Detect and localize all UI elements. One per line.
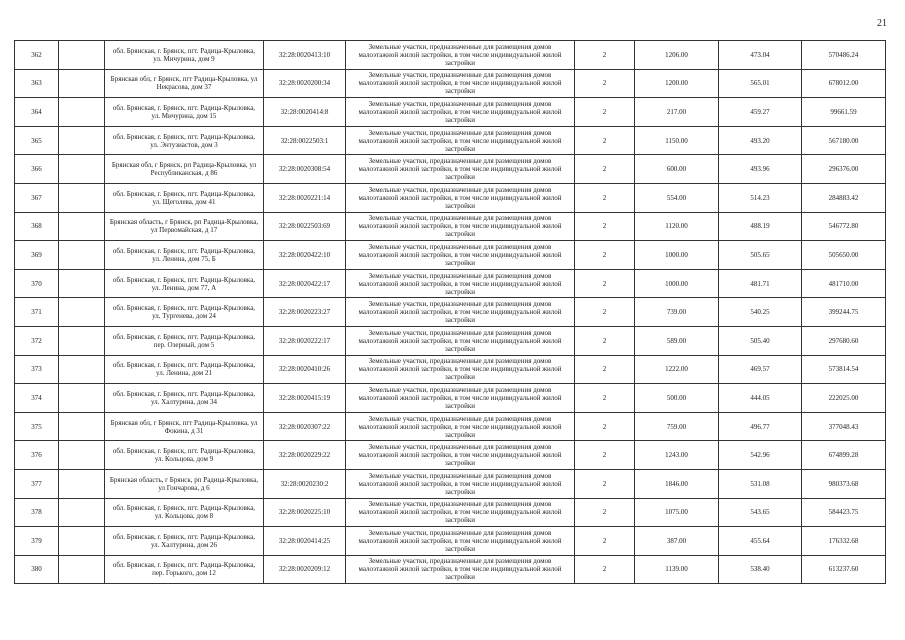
permitted-use-cell: Земельные участки, предназначенные для размещения домов малоэтажной жилой застройки, в том числе индивидуальной жилой застройки [346,41,575,70]
row-number-cell: 374 [15,384,59,413]
empty-cell [59,384,105,413]
address-cell: обл. Брянская, г. Брянск, пгт. Радица-Крыловка, ул. Ленина, дом 21 [105,355,264,384]
area-cell: 1206.00 [635,41,719,70]
address-cell: Брянская обл, г Брянск, пгт Радица-Крыловка, ул Некрасова, дом 37 [105,69,264,98]
specific-value-cell: 493.20 [719,126,802,155]
address-cell: обл. Брянская, г. Брянск, пгт. Радица-Крыловка, пер. Горького, дом 12 [105,555,264,584]
specific-value-cell: 538.40 [719,555,802,584]
permitted-use-cell: Земельные участки, предназначенные для размещения домов малоэтажной жилой застройки, в том числе индивидуальной жилой застройки [346,355,575,384]
cadastral-number-cell: 32:28:0020230:2 [264,469,346,498]
table-row [15,98,886,127]
area-cell: 600.00 [635,155,719,184]
group-code-cell: 2 [575,298,635,327]
land-plots-table [14,40,886,584]
area-cell: 1000.00 [635,269,719,298]
table-row [15,269,886,298]
group-code-cell: 2 [575,412,635,441]
row-number-cell: 364 [15,98,59,127]
specific-value-cell: 493.96 [719,155,802,184]
empty-cell [59,498,105,527]
area-cell: 1075.00 [635,498,719,527]
permitted-use-cell: Земельные участки, предназначенные для размещения домов малоэтажной жилой застройки, в том числе индивидуальной жилой застройки [346,412,575,441]
table-row [15,384,886,413]
page-number: 21 [877,18,887,29]
specific-value-cell: 505.40 [719,326,802,355]
cadastral-value-cell: 570486.24 [802,41,886,70]
row-number-cell: 368 [15,212,59,241]
group-code-cell: 2 [575,498,635,527]
cadastral-number-cell: 32:28:0020229:22 [264,441,346,470]
empty-cell [59,412,105,441]
empty-cell [59,355,105,384]
cadastral-number-cell: 32:28:0022503:69 [264,212,346,241]
permitted-use-cell: Земельные участки, предназначенные для размещения домов малоэтажной жилой застройки, в том числе индивидуальной жилой застройки [346,126,575,155]
address-cell: обл. Брянская, г. Брянск, пгт. Радица-Крыловка, пер. Озерный, дом 5 [105,326,264,355]
cadastral-value-cell: 613237.60 [802,555,886,584]
table-row [15,126,886,155]
group-code-cell: 2 [575,41,635,70]
area-cell: 1243.00 [635,441,719,470]
cadastral-number-cell: 32:28:0020308:54 [264,155,346,184]
area-cell: 1139.00 [635,555,719,584]
table-row [15,355,886,384]
cadastral-value-cell: 222025.00 [802,384,886,413]
empty-cell [59,126,105,155]
specific-value-cell: 459.27 [719,98,802,127]
group-code-cell: 2 [575,155,635,184]
group-code-cell: 2 [575,241,635,270]
cadastral-value-cell: 284883.42 [802,183,886,212]
group-code-cell: 2 [575,98,635,127]
area-cell: 589.00 [635,326,719,355]
permitted-use-cell: Земельные участки, предназначенные для размещения домов малоэтажной жилой застройки, в том числе индивидуальной жилой застройки [346,298,575,327]
address-cell: обл. Брянская, г. Брянск, пгт. Радица-Крыловка, ул. Мичурина, дом 15 [105,98,264,127]
table-row [15,326,886,355]
row-number-cell: 362 [15,41,59,70]
cadastral-number-cell: 32:28:0022503:1 [264,126,346,155]
row-number-cell: 371 [15,298,59,327]
row-number-cell: 367 [15,183,59,212]
empty-cell [59,41,105,70]
cadastral-number-cell: 32:28:0020422:10 [264,241,346,270]
cadastral-value-cell: 505650.00 [802,241,886,270]
permitted-use-cell: Земельные участки, предназначенные для размещения домов малоэтажной жилой застройки, в том числе индивидуальной жилой застройки [346,498,575,527]
empty-cell [59,98,105,127]
table-row [15,241,886,270]
permitted-use-cell: Земельные участки, предназначенные для размещения домов малоэтажной жилой застройки, в том числе индивидуальной жилой застройки [346,241,575,270]
area-cell: 217.00 [635,98,719,127]
permitted-use-cell: Земельные участки, предназначенные для размещения домов малоэтажной жилой застройки, в том числе индивидуальной жилой застройки [346,469,575,498]
row-number-cell: 370 [15,269,59,298]
table-row [15,469,886,498]
specific-value-cell: 469.57 [719,355,802,384]
table-row [15,555,886,584]
row-number-cell: 376 [15,441,59,470]
group-code-cell: 2 [575,326,635,355]
area-cell: 1150.00 [635,126,719,155]
cadastral-number-cell: 32:28:0020413:10 [264,41,346,70]
area-cell: 1200.00 [635,69,719,98]
area-cell: 387.00 [635,527,719,556]
address-cell: обл. Брянская, г. Брянск, пгт. Радица-Крыловка, ул. Щеголева, дом 41 [105,183,264,212]
group-code-cell: 2 [575,469,635,498]
area-cell: 1120.00 [635,212,719,241]
table-row [15,527,886,556]
cadastral-value-cell: 99661.59 [802,98,886,127]
cadastral-number-cell: 32:28:0020221:14 [264,183,346,212]
permitted-use-cell: Земельные участки, предназначенные для размещения домов малоэтажной жилой застройки, в том числе индивидуальной жилой застройки [346,527,575,556]
row-number-cell: 379 [15,527,59,556]
group-code-cell: 2 [575,384,635,413]
empty-cell [59,555,105,584]
address-cell: обл. Брянская, г. Брянск, пгт. Радица-Крыловка, ул. Ленина, дом 77, А [105,269,264,298]
address-cell: обл. Брянская, г. Брянск, пгт. Радица-Крыловка, ул. Мичурина, дом 9 [105,41,264,70]
group-code-cell: 2 [575,527,635,556]
specific-value-cell: 481.71 [719,269,802,298]
row-number-cell: 377 [15,469,59,498]
address-cell: обл. Брянская, г. Брянск, пгт. Радица-Крыловка, ул. Халтурина, дом 26 [105,527,264,556]
group-code-cell: 2 [575,183,635,212]
group-code-cell: 2 [575,69,635,98]
row-number-cell: 373 [15,355,59,384]
cadastral-value-cell: 980373.68 [802,469,886,498]
cadastral-number-cell: 32:28:0020414:25 [264,527,346,556]
table-row [15,212,886,241]
address-cell: Брянская обл, г Брянск, рп Радица-Крыловка, ул Республиканская, д 86 [105,155,264,184]
specific-value-cell: 473.04 [719,41,802,70]
address-cell: Брянская обл, г Брянск, пгт Радица-Крыловка, ул Фокина, д 31 [105,412,264,441]
table-row [15,155,886,184]
permitted-use-cell: Земельные участки, предназначенные для размещения домов малоэтажной жилой застройки, в том числе индивидуальной жилой застройки [346,555,575,584]
group-code-cell: 2 [575,212,635,241]
table-row [15,183,886,212]
cadastral-value-cell: 546772.80 [802,212,886,241]
area-cell: 739.00 [635,298,719,327]
area-cell: 1000.00 [635,241,719,270]
specific-value-cell: 531.08 [719,469,802,498]
address-cell: обл. Брянская, г. Брянск, пгт. Радица-Крыловка, ул. Халтурина, дом 34 [105,384,264,413]
address-cell: обл. Брянская, г. Брянск, пгт. Радица-Крыловка, ул. Энтузиастов, дом 3 [105,126,264,155]
permitted-use-cell: Земельные участки, предназначенные для размещения домов малоэтажной жилой застройки, в том числе индивидуальной жилой застройки [346,212,575,241]
row-number-cell: 365 [15,126,59,155]
row-number-cell: 380 [15,555,59,584]
cadastral-value-cell: 678012.00 [802,69,886,98]
group-code-cell: 2 [575,126,635,155]
table-body [15,41,886,584]
cadastral-value-cell: 573814.54 [802,355,886,384]
cadastral-number-cell: 32:28:0020200:34 [264,69,346,98]
empty-cell [59,298,105,327]
empty-cell [59,326,105,355]
specific-value-cell: 488.19 [719,212,802,241]
row-number-cell: 369 [15,241,59,270]
area-cell: 1222.00 [635,355,719,384]
cadastral-value-cell: 176332.68 [802,527,886,556]
table-row [15,412,886,441]
cadastral-number-cell: 32:28:0020222:17 [264,326,346,355]
permitted-use-cell: Земельные участки, предназначенные для размещения домов малоэтажной жилой застройки, в том числе индивидуальной жилой застройки [346,155,575,184]
area-cell: 759.00 [635,412,719,441]
cadastral-number-cell: 32:28:0020225:10 [264,498,346,527]
cadastral-number-cell: 32:28:0020414:8 [264,98,346,127]
empty-cell [59,183,105,212]
permitted-use-cell: Земельные участки, предназначенные для размещения домов малоэтажной жилой застройки, в том числе индивидуальной жилой застройки [346,384,575,413]
cadastral-number-cell: 32:28:0020415:19 [264,384,346,413]
specific-value-cell: 540.25 [719,298,802,327]
cadastral-value-cell: 297680.60 [802,326,886,355]
group-code-cell: 2 [575,269,635,298]
cadastral-value-cell: 481710.00 [802,269,886,298]
row-number-cell: 366 [15,155,59,184]
cadastral-number-cell: 32:28:0020422:17 [264,269,346,298]
row-number-cell: 375 [15,412,59,441]
empty-cell [59,469,105,498]
table-row [15,298,886,327]
cadastral-number-cell: 32:28:0020307:22 [264,412,346,441]
empty-cell [59,441,105,470]
table-row [15,498,886,527]
specific-value-cell: 542.96 [719,441,802,470]
table-row [15,41,886,70]
cadastral-value-cell: 567180.00 [802,126,886,155]
group-code-cell: 2 [575,441,635,470]
permitted-use-cell: Земельные участки, предназначенные для размещения домов малоэтажной жилой застройки, в том числе индивидуальной жилой застройки [346,183,575,212]
row-number-cell: 378 [15,498,59,527]
address-cell: обл. Брянская, г. Брянск, пгт. Радица-Крыловка, ул. Тургенева, дом 24 [105,298,264,327]
specific-value-cell: 444.05 [719,384,802,413]
cadastral-value-cell: 399244.75 [802,298,886,327]
area-cell: 1846.00 [635,469,719,498]
address-cell: Брянская область, г Брянск, рп Радица-Крыловка, ул Первомайская, д 17 [105,212,264,241]
empty-cell [59,527,105,556]
permitted-use-cell: Земельные участки, предназначенные для размещения домов малоэтажной жилой застройки, в том числе индивидуальной жилой застройки [346,269,575,298]
table-row [15,69,886,98]
specific-value-cell: 505.65 [719,241,802,270]
address-cell: обл. Брянская, г. Брянск, пгт. Радица-Крыловка, ул. Кольцова, дом 8 [105,498,264,527]
address-cell: Брянская область, г Брянск, рп Радица-Крыловка, ул Гончарова, д 6 [105,469,264,498]
specific-value-cell: 496.77 [719,412,802,441]
specific-value-cell: 514.23 [719,183,802,212]
area-cell: 554.00 [635,183,719,212]
cadastral-value-cell: 674899.28 [802,441,886,470]
specific-value-cell: 543.65 [719,498,802,527]
row-number-cell: 372 [15,326,59,355]
specific-value-cell: 565.01 [719,69,802,98]
address-cell: обл. Брянская, г. Брянск, пгт. Радица-Крыловка, ул. Кольцова, дом 9 [105,441,264,470]
permitted-use-cell: Земельные участки, предназначенные для размещения домов малоэтажной жилой застройки, в том числе индивидуальной жилой застройки [346,326,575,355]
cadastral-number-cell: 32:28:0020223:27 [264,298,346,327]
table-row [15,441,886,470]
cadastral-value-cell: 377048.43 [802,412,886,441]
area-cell: 500.00 [635,384,719,413]
group-code-cell: 2 [575,355,635,384]
address-cell: обл. Брянская, г. Брянск, пгт. Радица-Крыловка, ул. Ленина, дом 75, Б [105,241,264,270]
empty-cell [59,241,105,270]
cadastral-number-cell: 32:28:0020410:26 [264,355,346,384]
permitted-use-cell: Земельные участки, предназначенные для размещения домов малоэтажной жилой застройки, в том числе индивидуальной жилой застройки [346,441,575,470]
permitted-use-cell: Земельные участки, предназначенные для размещения домов малоэтажной жилой застройки, в том числе индивидуальной жилой застройки [346,69,575,98]
cadastral-value-cell: 296376.00 [802,155,886,184]
cadastral-number-cell: 32:28:0020209:12 [264,555,346,584]
empty-cell [59,69,105,98]
empty-cell [59,212,105,241]
empty-cell [59,155,105,184]
empty-cell [59,269,105,298]
row-number-cell: 363 [15,69,59,98]
specific-value-cell: 455.64 [719,527,802,556]
cadastral-value-cell: 584423.75 [802,498,886,527]
group-code-cell: 2 [575,555,635,584]
permitted-use-cell: Земельные участки, предназначенные для размещения домов малоэтажной жилой застройки, в том числе индивидуальной жилой застройки [346,98,575,127]
